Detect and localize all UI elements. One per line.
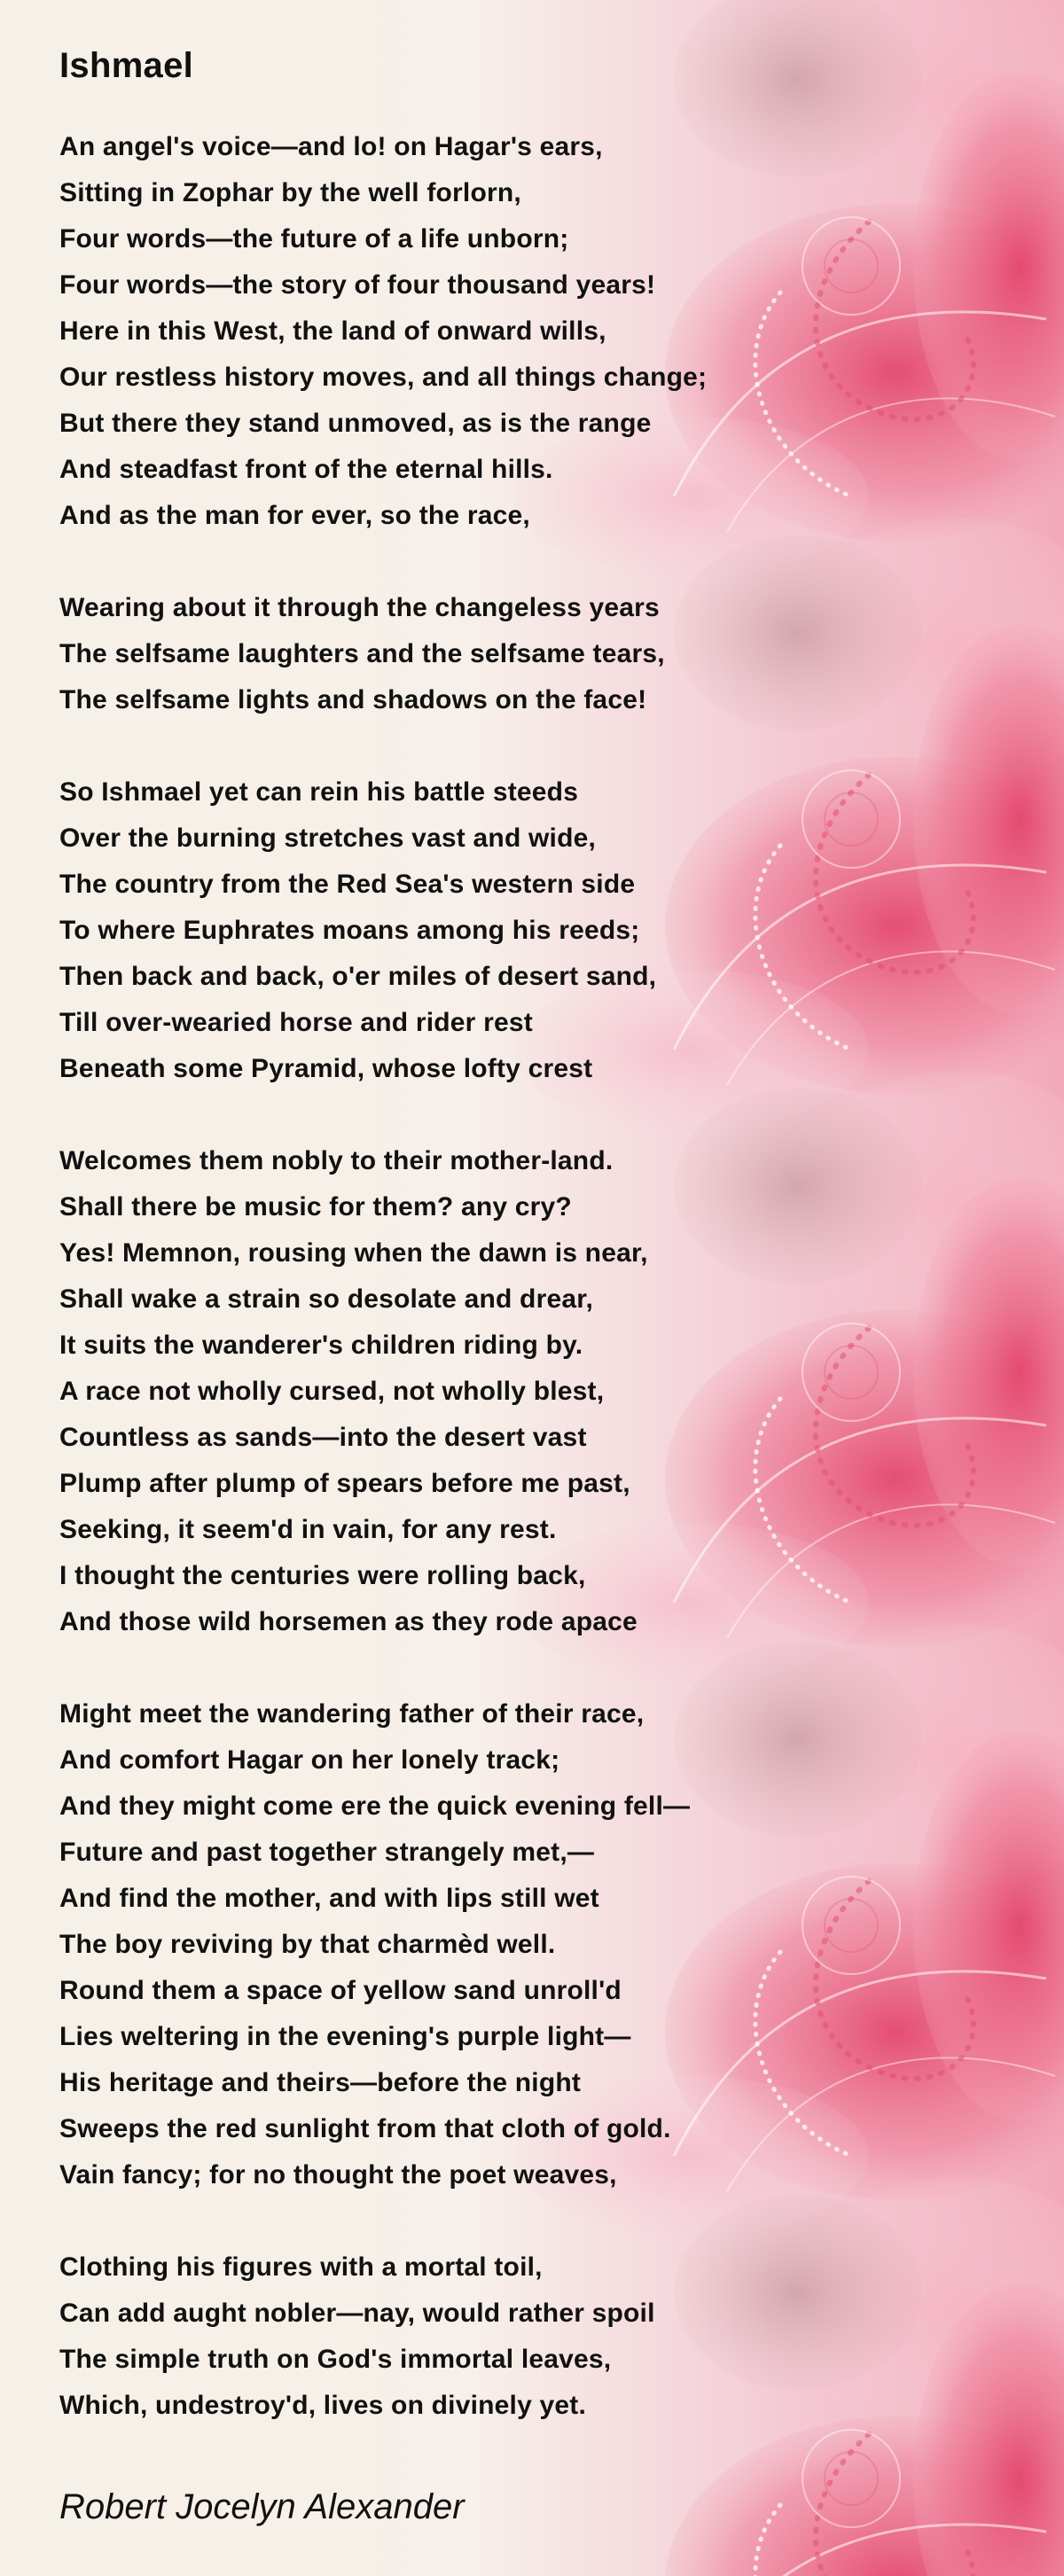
stanza-4 (59, 1138, 1064, 1645)
stanza-5 (59, 1691, 1064, 2198)
poem-line: And find the mother, and with lips still wet (59, 1884, 599, 1913)
stanza-6 (59, 2244, 1064, 2429)
poem-line: Over the burning stretches vast and wide, (59, 824, 597, 853)
poem-line: An angel's voice—and lo! on Hagar's ears, (59, 132, 603, 161)
poem-line: Clothing his figures with a mortal toil, (59, 2252, 543, 2282)
poem-line: And steadfast front of the eternal hills. (59, 455, 553, 484)
poem-line: Four words—the story of four thousand years! (59, 270, 656, 300)
poem-line: Plump after plump of spears before me past, (59, 1469, 630, 1498)
poem-author: Robert Jocelyn Alexander (59, 2487, 465, 2526)
poem-line: Might meet the wandering father of their race, (59, 1699, 645, 1729)
stanza-2 (59, 585, 1064, 723)
poem-line: Shall there be music for them? any cry? (59, 1192, 572, 1222)
poem-line: The simple truth on God's immortal leaves, (59, 2345, 612, 2374)
poem-line: Future and past together strangely met,— (59, 1838, 595, 1867)
stanza-3 (59, 769, 1064, 1092)
poem-line: Lies weltering in the evening's purple light— (59, 2022, 631, 2051)
poem-title: Ishmael (59, 46, 194, 85)
poem-line: So Ishmael yet can rein his battle steeds (59, 777, 579, 807)
poem-line: Beneath some Pyramid, whose lofty crest (59, 1054, 593, 1083)
poem-line: Four words—the future of a life unborn; (59, 224, 569, 254)
poem-line: But there they stand unmoved, as is the range (59, 409, 652, 438)
poem-line: Sweeps the red sunlight from that cloth of gold. (59, 2114, 671, 2143)
poem-line: It suits the wanderer's children riding by. (59, 1331, 583, 1360)
poem-line: A race not wholly cursed, not wholly blest, (59, 1377, 605, 1406)
poem-line: Sitting in Zophar by the well forlorn, (59, 178, 521, 207)
poem-line: Shall wake a strain so desolate and drear, (59, 1284, 593, 1314)
poem-line: I thought the centuries were rolling back, (59, 1561, 586, 1590)
poem-line: Which, undestroy'd, lives on divinely yet. (59, 2391, 586, 2420)
poem-line: Countless as sands—into the desert vast (59, 1423, 587, 1452)
poem-line: His heritage and theirs—before the night (59, 2068, 582, 2097)
poem-line: Welcomes them nobly to their mother-land. (59, 1146, 614, 1175)
poem-line: And as the man for ever, so the race, (59, 501, 530, 530)
poem-line: Yes! Memnon, rousing when the dawn is near, (59, 1238, 648, 1268)
poem-line: Then back and back, o'er miles of desert sand, (59, 962, 657, 991)
poem-line: The selfsame laughters and the selfsame tears, (59, 639, 665, 668)
stanza-1 (59, 124, 1064, 539)
poem-line: The country from the Red Sea's western side (59, 870, 636, 899)
poem-line: The selfsame lights and shadows on the face! (59, 685, 647, 714)
poem-line: Wearing about it through the changeless years (59, 593, 660, 622)
poem-line: Round them a space of yellow sand unroll'd (59, 1976, 622, 2005)
poem-line: And those wild horsemen as they rode apace (59, 1607, 638, 1636)
poem-line: Here in this West, the land of onward wills, (59, 316, 606, 346)
poem-line: To where Euphrates moans among his reeds; (59, 916, 640, 945)
poem-line: The boy reviving by that charmèd well. (59, 1930, 556, 1959)
poem-line: Vain fancy; for no thought the poet weaves, (59, 2160, 617, 2190)
poem-line: And they might come ere the quick evening fell— (59, 1791, 691, 1821)
poem-line: Seeking, it seem'd in vain, for any rest. (59, 1515, 557, 1544)
poem-line: Our restless history moves, and all things change; (59, 363, 708, 392)
poem-line: And comfort Hagar on her lonely track; (59, 1745, 560, 1775)
poem-line: Can add aught nobler—nay, would rather spoil (59, 2299, 655, 2328)
poem-line: Till over-wearied horse and rider rest (59, 1008, 533, 1037)
